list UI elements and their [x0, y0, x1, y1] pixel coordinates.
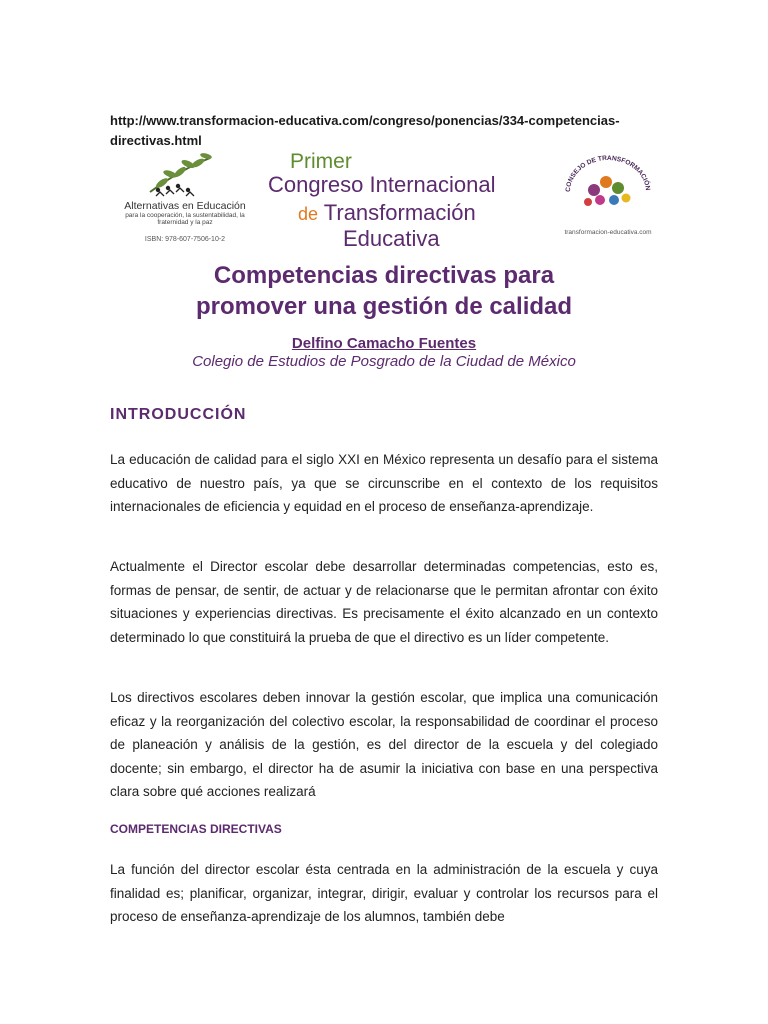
paper-title-line-1: Competencias directivas para — [213, 262, 555, 289]
alternativas-logo — [110, 150, 260, 250]
paper-title — [110, 260, 658, 322]
congress-line-4: Educativa — [343, 226, 440, 251]
education-council-seal-icon — [556, 152, 660, 222]
council-seal — [556, 152, 660, 236]
heading-competencias-directivas: COMPETENCIAS DIRECTIVAS — [110, 822, 282, 836]
congress-line-2: Congreso Internacional — [268, 172, 496, 197]
paper-title-line-2: promover una gestión de calidad — [195, 293, 573, 320]
author-affiliation: Colegio de Estudios de Posgrado de la Ciudad de México — [192, 353, 576, 370]
alternativas-title: Alternativas en Educación — [124, 200, 246, 212]
paragraph-1: La educación de calidad para el siglo XXI en México representa un desafío para el sistema educativo de nuestro país, ya que se circunscribe en el contexto de los requisitos internacionales de eficiencia y equidad en el proceso de enseñanza-aprendizaje. — [110, 452, 658, 514]
isbn-label: ISBN: 978-607-7506-10-2 — [144, 236, 226, 243]
heading-introduccion: INTRODUCCIÓN — [110, 406, 247, 423]
congress-line-3-prefix: de — [298, 204, 319, 224]
congress-line-1: Primer — [290, 150, 352, 173]
congress-line-3 — [298, 200, 476, 226]
paragraph-4: La función del director escolar ésta centrada en la administración de la escuela y cuya finalidad es; planificar, organizar, integrar, dirigir, evaluar y controlar los recursos para el proceso de enseñanza-aprendizaje de los alumnos, también debe — [110, 862, 658, 924]
alternativas-subtitle: para la cooperación, la sustentabilidad, la fraternidad y la paz — [125, 212, 245, 226]
seal-caption: transformacion-educativa.com — [564, 229, 652, 236]
olive-branch-logo-icon — [110, 150, 260, 200]
paragraph-3: Los directivos escolares deben innovar la gestión escolar, que implica una comunicación eficaz y la reorganización del colectivo escolar, la responsabilidad de coordinar el proceso de planeación y análisis de la gestión, es del director de la escuela y del colegiado docente; sin embargo, el director ha de asumir la iniciativa con base en una perspectiva clara sobre qué acciones realizará — [110, 690, 658, 799]
paragraph-2: Actualmente el Director escolar debe desarrollar determinadas competencias, esto es, formas de pensar, de sentir, de actuar y de relacionarse que le permitan afrontar con éxito situaciones y experiencias directivas. Es precisamente el éxito alcanzado en un contexto determinado lo que constituirá la prueba de que el directivo es un líder competente. — [110, 559, 658, 645]
author-name: Delfino Camacho Fuentes — [291, 335, 477, 352]
source-url[interactable]: http://www.transformacion-educativa.com/congreso/ponencias/334-competencias-directivas.html — [110, 113, 620, 148]
congress-line-3-text: Transformación — [323, 200, 476, 225]
seal-ring-text: CONSEJO DE TRANSFORMACIÓN — [564, 154, 652, 193]
congress-banner — [110, 150, 658, 252]
